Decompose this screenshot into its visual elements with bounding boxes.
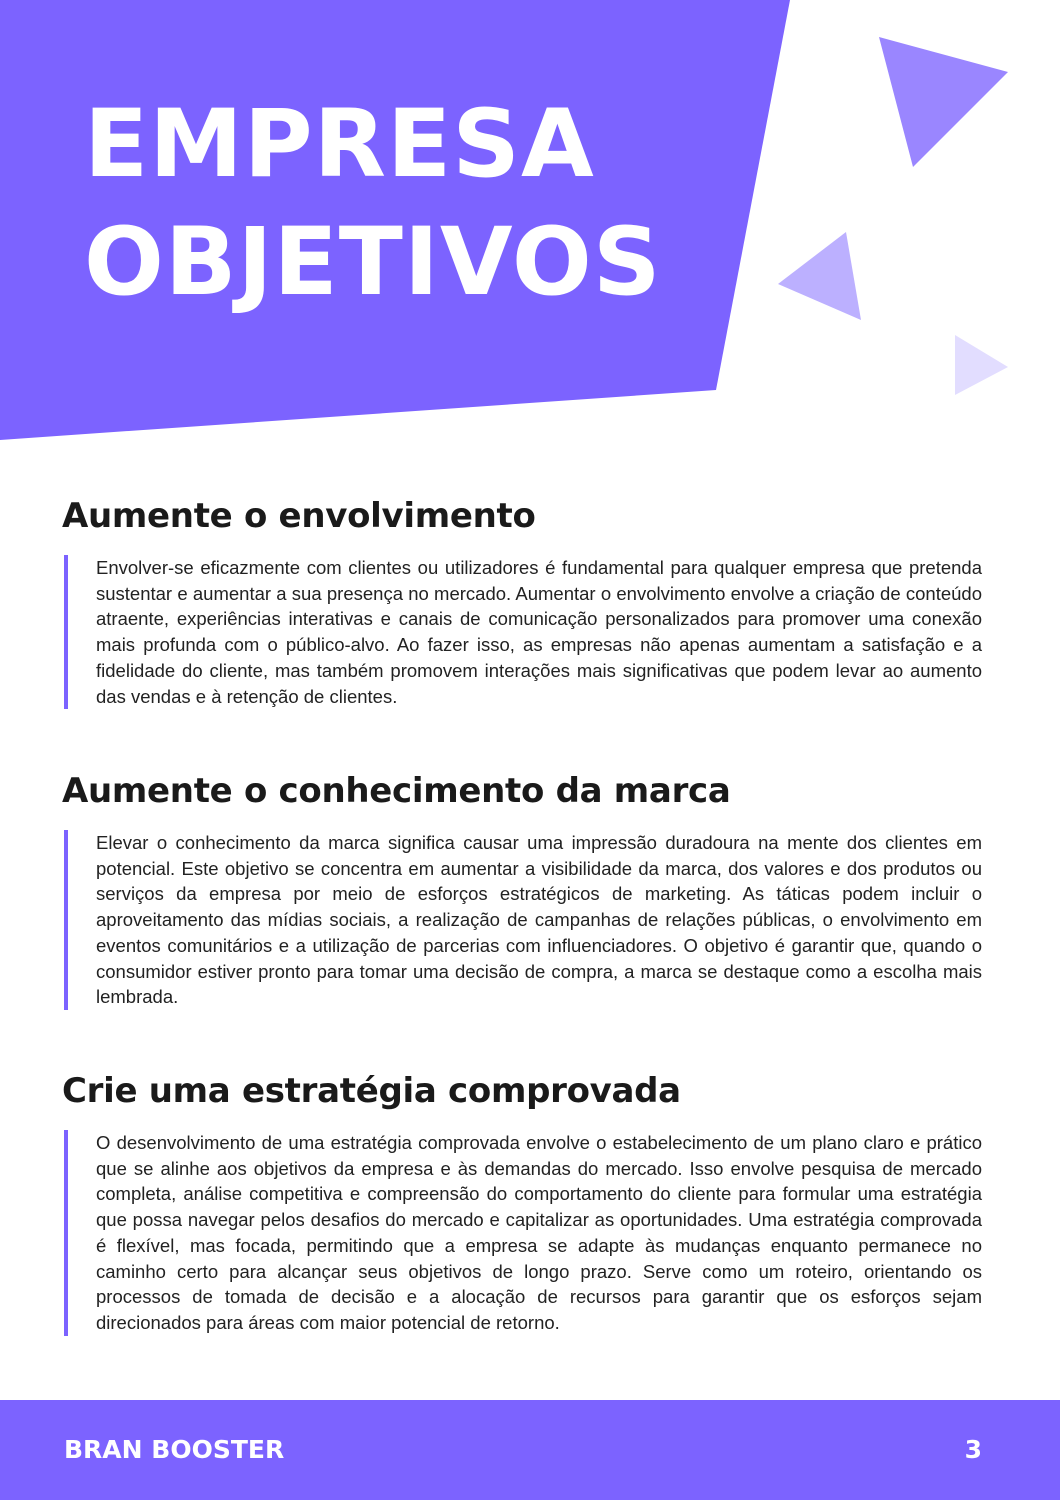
page-title-line-1: EMPRESA [84,90,595,199]
section-heading: Aumente o envolvimento [62,496,536,536]
footer-brand: BRAN BOOSTER [64,1435,285,1464]
section-paragraph: Elevar o conhecimento da marca significa causar uma impressão duradoura na mente dos clientes em potencial. Este objetivo se concentra em aumentar a visibilidade da marca, dos valores e dos produtos ou serviços da empresa por meio de esforços estratégicos de marketing. As táticas podem incluir o aproveitamento das mídias sociais, a realização de campanhas de relações públicas, o envolvimento em eventos comunitários e a utilização de parcerias com influenciadores. O objetivo é garantir que, quando o consumidor estiver pronto para tomar uma decisão de compra, a marca se destaque como a escolha mais lembrada. [96,832,982,1008]
page-title [84,86,662,322]
page-footer [0,1400,1060,1500]
decorative-triangle-medium [778,232,861,320]
section-engagement [62,495,982,709]
section-body [64,830,982,1010]
section-paragraph: O desenvolvimento de uma estratégia comprovada envolve o estabelecimento de um plano claro e prático que se alinhe aos objetivos da empresa e às demandas do mercado. Isso envolve pesquisa de mercado completa, análise competitiva e compreensão do comportamento do cliente para formular uma estratégia que possa navegar pelos desafios do mercado e capitalizar as oportunidades. Uma estratégia comprovada é flexível, mas focada, permitindo que a empresa se adapte às mudanças enquanto permanece no caminho certo para alcançar seus objetivos de longo prazo. Serve como um roteiro, orientando os processos de tomada de decisão e a alocação de recursos para garantir que os esforços sejam direcionados para áreas com maior potencial de retorno. [96,1132,982,1333]
page-title-line-2: OBJETIVOS [84,208,662,317]
section-body [64,555,982,709]
section-paragraph: Envolver-se eficazmente com clientes ou utilizadores é fundamental para qualquer empresa que pretenda sustentar e aumentar a sua presença no mercado. Aumentar o envolvimento envolve a criação de conteúdo atraente, experiências interativas e canais de comunicação personalizados para promover uma conexão mais profunda com o público-alvo. Ao fazer isso, as empresas não apenas aumentam a satisfação e a fidelidade do cliente, mas também promovem interações mais significativas que podem levar ao aumento das vendas e à retenção de clientes. [96,557,982,707]
section-proven-strategy [62,1070,982,1336]
section-heading: Aumente o conhecimento da marca [62,771,731,811]
section-body [64,1130,982,1336]
page-number: 3 [964,1435,982,1464]
decorative-triangle-small [955,335,1008,395]
section-brand-awareness [62,770,982,1010]
section-heading: Crie uma estratégia comprovada [62,1071,681,1111]
decorative-triangle-large [879,37,1008,167]
